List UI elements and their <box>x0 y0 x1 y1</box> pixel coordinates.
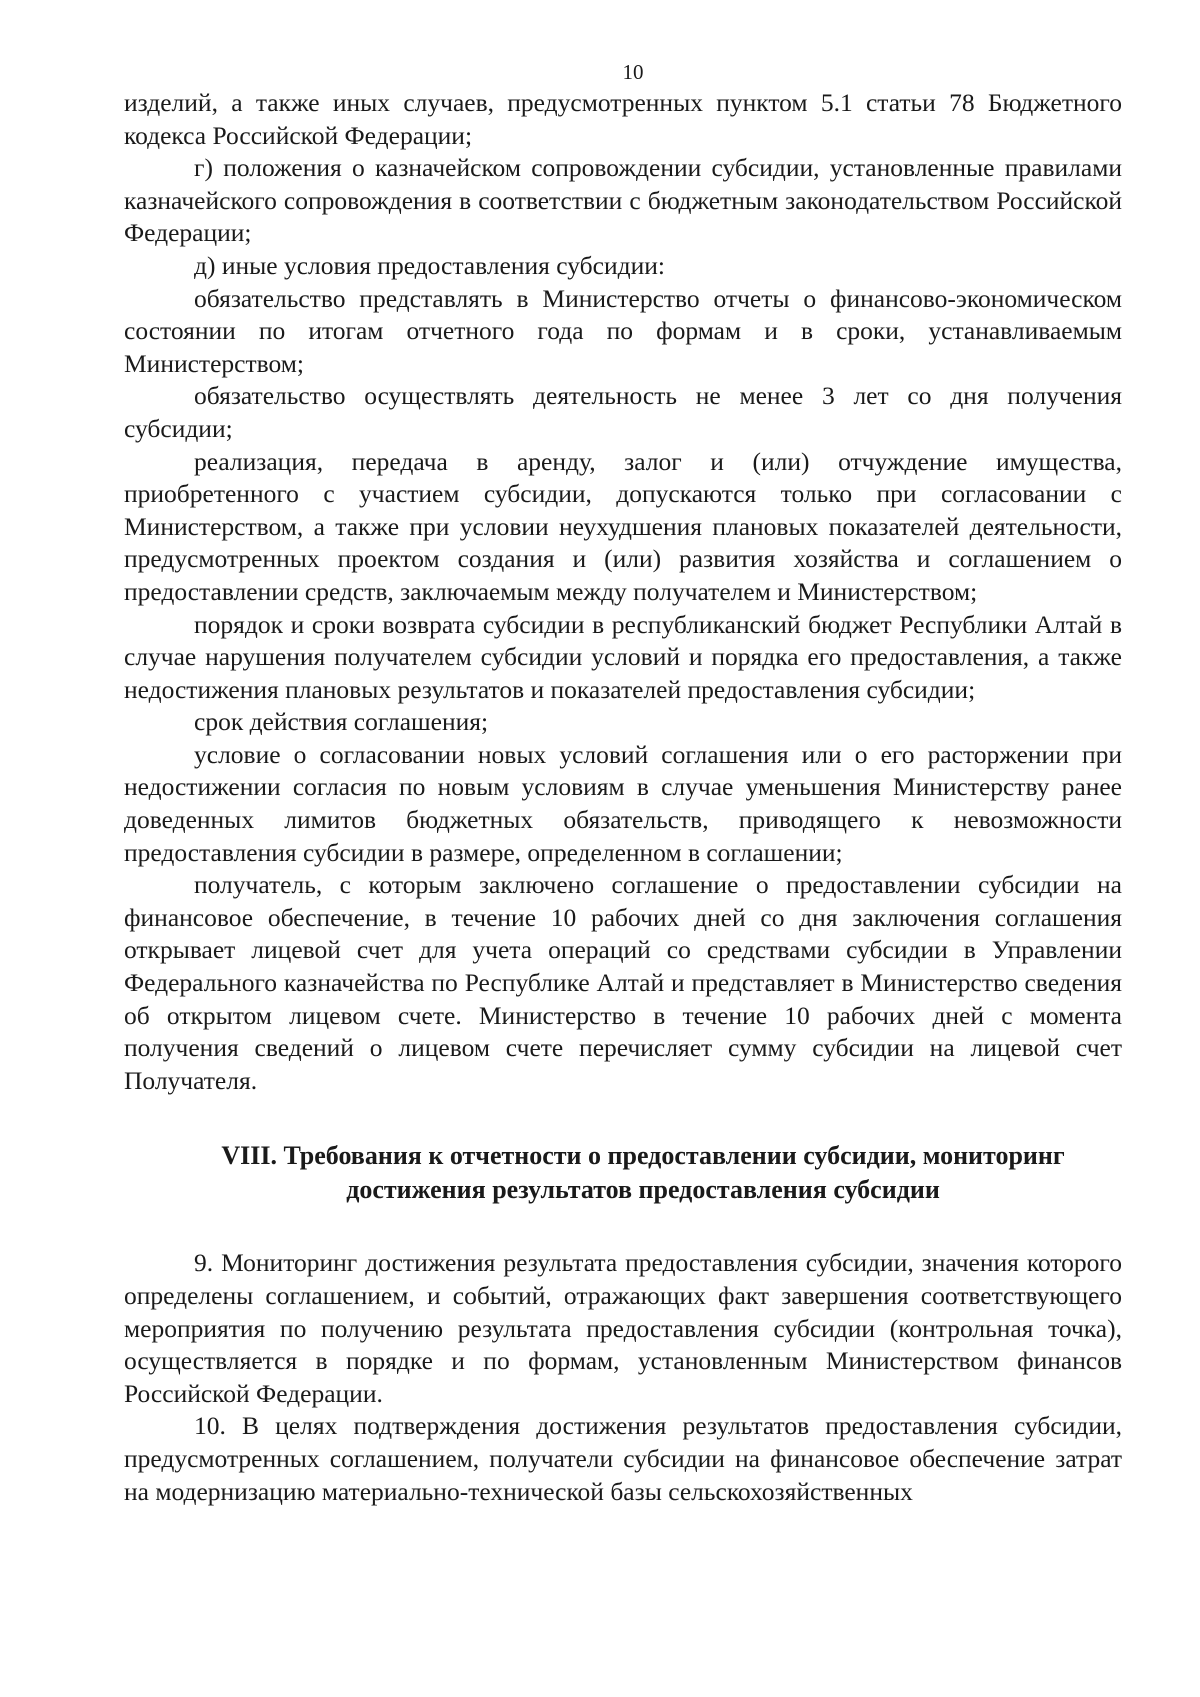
paragraph: обязательство осуществлять деятельность не менее 3 лет со дня получения субсидии; <box>124 381 1122 443</box>
page-number: 10 <box>622 60 644 84</box>
paragraph: г) положения о казначейском сопровождении субсидии, установленные правилами казначейского сопровождения в соответствии с бюджетным законодательством Российской Федерации; <box>124 153 1122 248</box>
paragraph: порядок и сроки возврата субсидии в республиканский бюджет Республики Алтай в случае нарушения получателем субсидии условий и порядка его предоставления, а также недостижения плановых результатов и показателей предоставления субсидии; <box>124 609 1122 704</box>
paragraph: 9. Мониторинг достижения результата предоставления субсидии, значения которого определены соглашением, и событий, отражающих факт завершения соответствующего мероприятия по получению результата предоставления субсидии (контрольная точка), осуществляется в порядке и по формам, установленным Министерством финансов Российской Федерации. <box>124 1248 1122 1408</box>
paragraph: 10. В целях подтверждения достижения результатов предоставления субсидии, предусмотренных соглашением, получатели субсидии на финансовое обеспечение затрат на модернизацию материально-технической базы сельскохозяйственных <box>124 1411 1122 1506</box>
section-heading-line: достижения результатов предоставления субсидии <box>346 1175 940 1205</box>
paragraph: срок действия соглашения; <box>194 707 489 737</box>
body-text-top <box>124 87 1122 1097</box>
paragraph: условие о согласовании новых условий соглашения или о его расторжении при недостижении согласия по новым условиям в случае уменьшения Министерству ранее доведенных лимитов бюджетных обязательств, приводящего к невозможности предоставления субсидии в размере, определенном в соглашении; <box>124 739 1122 867</box>
paragraph: обязательство представлять в Министерство отчеты о финансово-экономическом состоянии по итогам отчетного года по формам и в сроки, устанавливаемым Министерством; <box>124 283 1122 378</box>
section-heading <box>124 1139 1122 1207</box>
paragraph: д) иные условия предоставления субсидии: <box>194 250 665 280</box>
section-heading-line: VIII. Требования к отчетности о предоставлении субсидии, мониторинг <box>221 1141 1065 1171</box>
paragraph: получатель, с которым заключено соглашение о предоставлении субсидии на финансовое обеспечение, в течение 10 рабочих дней со дня заключения соглашения открывает лицевой счет для учета операций со средствами субсидии в Управлении Федерального казначейства по Республике Алтай и представляет в Министерство сведения об открытом лицевом счете. Министерство в течение 10 рабочих дней с момента получения сведений о лицевом счете перечисляет сумму субсидии на лицевой счет Получателя. <box>124 870 1122 1095</box>
paragraph: реализация, передача в аренду, залог и (или) отчуждение имущества, приобретенного с участием субсидии, допускаются только при согласовании с Министерством, а также при условии неухудшения плановых показателей деятельности, предусмотренных проектом создания и (или) развития хозяйства и соглашением о предоставлении средств, заключаемым между получателем и Министерством; <box>124 446 1122 606</box>
paragraph: изделий, а также иных случаев, предусмотренных пунктом 5.1 статьи 78 Бюджетного кодекса Российской Федерации; <box>124 88 1122 150</box>
body-text-bottom <box>124 1247 1122 1508</box>
